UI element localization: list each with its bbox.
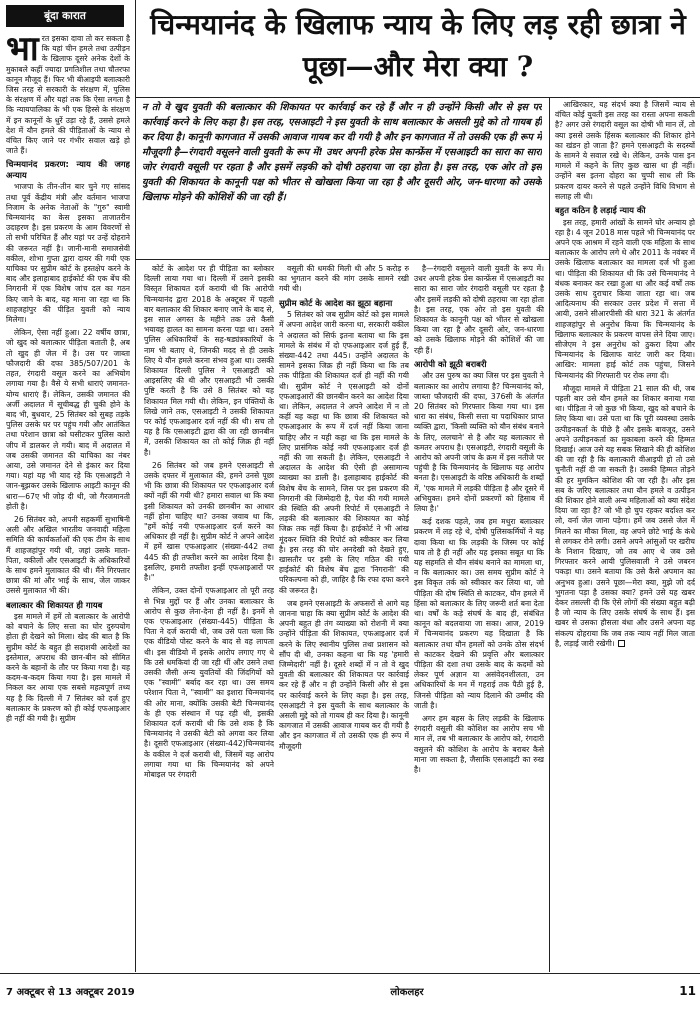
paragraph: इस मामले में हमें तो बलात्कार के आरोपी को बचाने के लिए सत्ता का घोर दुरुपयोग होता ही देखने को मिला। खेद की बात है कि सुप्रीम कोर्ट के बहुत ही सदाशयी आदेशों का इस्तेमाल, अपराध की छान-बीन को सीमित करने के बहानों के तौर पर किया गया है। यह कदम-ब-कदम किया गया है। इस मामले में निकल कर आया एक सबसे महत्वपूर्ण तथ्य यह है कि दिल्ली में 7 सितंबर को दर्ज हुए बलात्कार के प्रकरण को ही कोई एफआइआर ही नहीं की गयी है। सुप्रीम [6,612,130,724]
dropcap: भा [6,34,39,69]
paragraph: जब हमने एसआइटी के अफसरों से आगे यह जानना चाहा कि क्या सुप्रीम कोर्ट के आदेश की अपनी बहुत ही तंग व्याख्या को रोशनी में क्या उन्होंने पीड़िता की शिकायत, एफआइआर दर्ज करने के लिए स्थानीय पुलिस तथा प्रशासन को सौंप दी थी, उनका कहना था कि यह 'हमारी जिम्मेदारी' नहीं है। दूसरे शब्दों में न तो वे खुद युवती की बलात्कार की शिकायत पर कार्रवाई कर रहे हैं और न ही उन्होंने किसी और से इस पर कार्रवाई करने के लिए कहा है। इस तरह, एसआइटी ने इस युवती के साथ बलात्कार के असली मुद्दे को तो गायब ही कर दिया है। कानूनी कागजात में उसकी आवाज गायब कर दी गयी है और इन कागजात में तो उसकी एक ही रूप में मौजूदगी [279,598,409,751]
paragraph: आखिरकार, यह संदर्भ क्या है जिसमें न्याय से वंचित कोई युवती इस तरह का रास्ता अपना सकती है? अगर उसे रंगदारी वसूल का दोषी भी मान लें, तो क्या इससे उसके हिंसक बलात्कार की शिकार होने का खंडन हो जाता है? हमने एसआइटी के सदस्यों के सामने ये सवाल रखे थे। लेकिन, उनके पास इन मामले में कहने के लिए कुछ खास था ही नहीं। उन्होंने बस इतना दोहरा का चुप्पी साध ली कि प्रकरण दायर करने से पहले उन्होंने विधि विभाग से सलाह ली थी। [555,100,695,201]
page-number: 11 [679,984,696,998]
article-column-1 [144,264,274,970]
left-column [6,34,130,970]
divider-headline [135,97,700,98]
paragraph: इस तरह, हमारी आंखों के सामने घोर अन्याय हो रहा है। 4 जून 2018 मास पहले भी चिन्मयानंद पर अपने एक आश्रम में रहने वाली एक महिला के साथ बलात्कार के आरोप लगे थे और 2011 के नवंबर में उसके खिलाफ बलात्कार का मामला दर्ज भी हुआ था। पीड़िता की शिकायत थी कि उसे चिन्मयानंद ने बंधक बनाकर कर रखा हुआ था और कई वर्षों तक उसके साथ दुराचार किया जाता रहा था। जब आदित्यनाथ की सरकार उत्तर प्रदेश में सत्ता में आयी, उसने सीआरपीसी की धारा 321 के अंतर्गत शाहजहांपुर से अनुरोध किया कि चिन्मयानंद के खिलाफ बलात्कार के प्रकरण वापस लेने दिया जाए। सीजेएम ने इस अनुरोध को ठुकरा दिया और चिन्मयानंद के खिलाफ वारंट जारी कर दिया। आखिर: मामला हाई कोर्ट तक पहुंचा, जिसने चिन्मयानंद की गिरफ्तारी पर रोक लगा दी। [555,217,695,380]
intro-text: रत इसका दावा तो कर सकता है कि यहां चीन हमले तथा उत्पीड़न के खिलाफ दूसरे अनेक देशों के मुकाबले कहीं ज्यादा प्रगतिशील तथा चौतरफा कानून मौजूद हैं। फिर भी बीआइपी बलात्कारी जिस तरह से सरकारी के संरक्षण में, पुलिस के संरक्षण में और यहां तक कि ऐसा लगता है कि न्यायपालिका के भी एक हिस्से के संरक्षण में इन कानूनों के धुर्रे उड़ा रहे हैं, उससे हमले देश में यौन हमले की पीड़िताओं के न्याय से वंचित किए जाने पर गंभीर सवाल खड़े हो जाते हैं। [6,34,130,156]
subheading: बलात्कार की शिकायत ही गायब [6,599,103,610]
article-column-3 [414,264,544,970]
paragraph-text: मौजूदा मामले में पीड़िता 21 साल की थी, जब पहली बार उसे यौन हमले का शिकार बनाया गया था। पीड़िता ने जो कुछ भी किया, खुद को बचाने के लिए किया था। उसे पता था कि पूरी व्यवस्था उसके उत्पीड़नकर्ता के पीछे है और इसके बावजूद, उसने अपने उत्पीड़नकर्ता का मुकाबला करने की हिम्मत दिखाई। आज उसे यह सबक सिखाने की ही कोशिश की जा रही है कि बलात्कारी वीआइपी हो तो उसे चुनौती नहीं दी जा सकती है। उसकी हिम्मत तोड़ने की हर मुमकिन कोशिश की जा रही है। और इस सब के जरिए बलात्कार तथा यौन हमले व उत्पीड़न की शिकार होने वाली अन्य महिलाओं को क्या संदेश दिया जा रहा है? जो भी हो चुप रहकर बर्दाश्त कर लो, वर्ना जेल जाना पड़ेगा। हमें जब उससे जेल में मिलने का मौका मिला, वह अपने छोटे भाई के कंधे से लगकर रोने लगी। उसने अपने आंसुओं पर खरीच के निशान दिखाए, जो तब आए थे जब उसे गिरफ्तार करने आयी पुलिसवाली ने उसे जबरन पकड़ा था। उसने बताया कि उसे कैसे अपमान का अनुभव हुआ। उसने पूछा—मेरा क्या, मुझे जो दर्द भुगतना पड़ा है उसका क्या? हमने उसे यह खबर देकर तसल्ली दी कि ऐसे लोगों की संख्या बहुत बढ़ी है जो न्याय के लिए उसके संघर्ष के साथ हैं। इस खबर से उसका हौसला बंधा और उसने अपना यह संकल्प दोहराया कि जब तक न्याय नहीं मिल जाता है, लड़ाई जारी रखेगी। [555,383,695,648]
article-column-2 [279,264,409,970]
paragraph [555,384,695,649]
paragraph: वसूली की धमकी मिली थी और 5 करोड़ रु का भुगतान करने की मांग उसके सामने रखी गयी थी। [279,264,409,294]
divider-left [135,0,136,972]
paragraph: है—रंगदारी वसूलने वाली युवती के रूप में। उधर अपनी हरेक प्रेस कान्फ्रेंस में एसआइटी का सारा का सारा जोर रंगदारी वसूली पर रहता है और इसमें लड़की को दोषी ठहराया जा रहा होता है। इस तरह, एक ओर तो इस युवती की शिकायत के कानूनी पक्ष को भीतर से खोखला किया जा रहा है और दूसरी ओर, जन-धारणा को उसके खिलाफ मोड़ने की कोशिशें की जा रही हैं। [414,264,544,355]
standfirst: न तो वे खुद युवती की बलात्कार की शिकायत पर कार्रवाई कर रहे हैं और न ही उन्होंने किसी और से इस पर कार्रवाई करने के लिए कहा है। इस तरह, एसआइटी ने इस युवती के साथ बलात्कार के असली मुद्दे को तो गायब ही कर दिया है। कानूनी कागजात में उसकी आवाज गायब कर दी गयी है और इन कागजात में तो उसकी एक ही रूप में मौजूदगी है—रंगदारी वसूलने वाली युवती के रूप में! उधर अपनी हरेक प्रेस कान्फ्रेंस में एसआइटी का सारा का सारा जोर रंगदारी वसूली पर रहता है और इसमें लड़की को दोषी ठहराया जा रहा होता है। इस तरह, एक ओर तो इस युवती की शिकायत के कानूनी पक्ष को भीतर से खोखला किया जा रहा है और दूसरी ओर, जन-धारणा को उसके खिलाफ मोड़ने की कोशिशें की जा रही हैं। [142,102,542,203]
paragraph: लेकिन, उक्त दोनों एफआइआर तो पूरी तरह से भिन्न मुद्दों पर हैं और उनका बलात्कार के आरोप से कुछ लेना-देना ही नहीं है। इनमें से एक एफआइआर (संख्या-445) पीड़िता के पिता ने दर्ज करायी थी, जब उसे पता चला कि एक वीडियो पोस्ट करने के बाद से वह लापता थी। इस वीडियो में इसके आरोप लगाए गए थे कि उसे धमकियां दी जा रही थीं और उसने तथा उसकी जैसी अन्य युवतियों की जिंदगियों को एक "स्वामी" बर्बाद कर रहा था। उस समय परेशान पिता ने, "स्वामी" का इशारा चिन्मयानंद की ओर माना, क्योंकि उसकी बेटी चिन्मयानंद के ही एक संस्थान में पढ़ रही थी, इसकी शिकायत दर्ज करायी थी कि उसे शक है कि चिन्मयानंद ने उसकी बेटी को अगवा कर लिया है। दूसरी एफआइआर (संख्या-442)चिन्मयानंद के वकील ने दर्ज करायी थी, जिसमें यह आरोप लगाया गया था कि चिन्मयानंद को अपने मोबाइल पर रंगदारी [144,586,274,779]
intro-paragraph [6,34,130,156]
paragraph: भाजपा के तीन-तीन बार चुने गए सांसद तथा पूर्व केंद्रीय मंत्री और वर्तमान भाजपा निजाम के अनेक नेताओं के "गुरु" स्वामी चिन्मयानंद का केस इसका ताजातरीन उदाहरण है। इस प्रकरण के आम विवरणों से तो सभी परिचित हैं और यहां पर उन्हें दोहराने की जरूरत नहीं है। जानी-मानी समाजसेवी वकील, शोभा गुप्ता द्वारा दायर की गयी एक याचिका पर सुप्रीम कोर्ट के हस्तक्षेप करने के बाद और इलाहाबाद हाईकोर्ट की एक बेंच की निगरानी में एक विशेष जांच दल का गठन किए जाने के बाद, यह माना जा रहा था कि शाहजहांपुर की पीड़ित युवती को न्याय मिलेगा। [6,182,130,325]
paragraph: कई दशक पहले, जब हम मथुरा बलात्कार प्रकरण में लड़ रहे थे, दोषी पुलिसकर्मियों ने यह दावा किया था कि लड़की के जिस्म पर कोई घाव तो है ही नहीं और यह इसका सबूत था कि यह सहमति से यौन संबंध बनाने का मामला था, न कि बलात्कार का। उस समय सुप्रीम कोर्ट ने इस विकृत तर्क को स्वीकार कर लिया था, जो पीड़िता की दोष स्थिति से काटकर, यौन हमले में हिंसा को बलात्कार के लिए जरूरी शर्त बना देता था। वर्षों के कड़े संघर्ष के बाद ही, संबंधित कानून को बदलवाया जा सका। आज, 2019 में चिन्मयानंद प्रकरण यह दिखाता है कि बलात्कार तथा यौन हमलों को उनके ठोस संदर्भ से काटकर देखने की प्रवृत्ति और बलात्कार पीड़िता की दशा तथा उसके बाद के कदमों को लेकर पूर्ण अज्ञान या असंवेदनशीलता, उन अधिकारियों के मन में गहराई तक पैठी हुई है, जिनसे पीड़िता को न्याय दिलाने की उम्मीद की जाती है। [414,517,544,710]
divider-standfirst [135,259,549,260]
paragraph: 5 सितंबर को जब सुप्रीम कोर्ट को इस मामले में अपना आदेश जारी करना था, सरकारी वकील ने अदालत को सिर्फ इतना बताया था कि इस मामले के संबंध में दो एफआइआर दर्ज हुई हैं, संख्या-442 तथा 445। उन्होंने अदालत के सामने इसका जिक्र ही नहीं किया था कि तब तक पीड़िता की शिकायत दर्ज ही नहीं की गयी थी। सुप्रीम कोर्ट ने एसआइटी को दोनों एफआइआरों की छानबीन करने का आदेश दिया था। लेकिन, अदालत ने अपने आदेश में न तो कहीं यह कहा था कि छात्रा की शिकायत को एफआइआर के रूप में दर्ज नहीं किया जाना चाहिए और न यही कहा था कि इस मामले के लिए प्रासंगिक कोई नयी एफआइआर दर्ज ही नहीं की जा सकती है। लेकिन, एसआइटी ने अदालत के आदेश की ऐसी ही असामान्य व्याख्या का डाली है। इलाहाबाद हाईकोर्ट की विशेष बेंच के सामने, जिस पर इस प्रकरण की निगरानी की जिम्मेदारी है, पेश की गयी मामले की स्थिति की अपनी रिपोर्ट में एसआइटी ने लड़की की बलात्कार की शिकायत का कोई जिक्र तक नहीं किया है। हाईकोर्ट ने भी आंख मूंदकर स्थिति की रिपोर्ट को स्वीकार कर लिया है। इस तरह की घोर अनदेखी को देखते हुए, खासतौर पर इसी के लिए गठित की गयी हाईकोर्ट की विशेष बेंच द्वारा 'निगरानी' की परिकल्पना को ही, जाहिर है कि रफा दफा करने की जरूरत है। [279,310,409,595]
paragraph: 26 सितंबर को जब हमने एसआइटी से उसके दफ्तर में मुलाकात की, हमने उनसे पूछा भी कि छात्रा की शिकायत पर एफआइआर दर्ज क्यों नहीं की गयी थी? हमारा सवाल था कि क्या इसी शिकायत को उनकी छानबीन का आधार नहीं होना चाहिए था? उनका जवाब था कि, "हमें कोई नयी एफआइआर दर्ज करने का अधिकार ही नहीं है। सुप्रीम कोर्ट ने अपने आदेश में हमें खास एफआइआर (संख्या-442 तथा 445 की ही तफ्तीश करने का आदेश दिया है। इसलिए, हमारी तफ्तीश इन्हीं एफआइआरों पर है।" [144,460,274,583]
issue-date: 7 अक्टूबर से 13 अक्टूबर 2019 [6,987,135,998]
paragraph: लेकिन, ऐसा नहीं हुआ। 22 वर्षीय छात्रा, जो खुद को बलात्कार पीड़िता बताती है, अब तो खुद ही जेल में है। उस पर जाब्ता फौजदारी की दफा 385/507/201 के तहत, रंगदारी वसूल करने का अभियोग लगाया गया है। वैसे ये सभी धाराएं जमानत-योग्य धाराएं हैं। लेकिन, उसकी जमानत की अर्जी अदालत में सूचीबद्ध ही चुकी होने के बाद भी, बुधवार, 25 सितंबर को सुबह तड़के पुलिस उसके घर पर पहुंच गयी और आतंकित तथा परेशान छात्रा को घसीटकर पुलिस कारो जीप में डालकर ले गयी। बाद में अदालत में जब उसकी जमानत की याचिका का नंबर आया, उसे जमानत देने से इंकार कर दिया गया। यहां यह भी याद रहे कि एसआइटी ने जान-बूझकर उसके खिलाफ आइटी कानून की धारा—67ए भी जोड़ दी थी, जो गैरजमानती होती है। [6,328,130,511]
columnist-tag: बूंदा कारात [6,5,124,27]
headline: चिन्मयानंद के खिलाफ न्याय के लिए लड़ रही छात्रा ने पूछा—और मेरा क्या ? [150,8,686,83]
paragraph: कोर्ट के आदेश पर ही पीड़िता का ब्लोकार दिल्ली लाया गया था। दिल्ली में उसने इसकी विस्तृत शिकायत दर्ज करायी थी कि आरोपी चिन्मयानंद द्वारा 2018 के अक्टूबर में पहली बार बलात्कार की शिकार बनाए जाने के बाद से, इस साल अगस्त के महीने तक उसे कैसी भयावह हालत का सामना करना पड़ा था। उसने पुलिस अधिकारियों के सह-षड्यंत्रकारियों के नाम भी बताए थे, जिनकी मदद से ही उसके लिए ये यौन हमले करना संभव हुआ था। उसकी शिकायत दिल्ली पुलिस ने एसआइटी को आइसलिए की थी और एसआइटी भी उसकी पुष्टि करती है कि उसे 8 सितंबर को यह शिकायत मिल गयी थी। लेकिन, इन पंक्तियों के लिखे जाने तक, एसआइटी ने उसकी शिकायत पर कोई एफआइआर दर्ज नहीं की थी। सच तो यह है कि एसआइटी द्वारा की जा रही छानबीन में, उसकी शिकायत का तो कोई जिक्र ही नहीं है। [144,264,274,457]
paragraph: और उस पुरुष का क्या जिस पर इस युवती ने बलात्कार का आरोप लगाया है? चिन्मयानंद को, जाब्ता फौजदारी की दफा, 376सी के अंतर्गत 20 सितंबर को गिरफ्तार किया गया था। इस धारा का संबंध, किसी सत्ता या पदाधिकार प्राप्त व्यक्ति द्वारा, 'किसी व्यक्ति को यौन संबंध बनाने के लिए, ललचाने' से है और यह बलात्कार से कमतर अपराध है। एसआइटी, रंगदारी वसूली के आरोप को अपनी जांच के क्रम में इस नतीजे पर पहुंची है कि चिन्मयानंद के खिलाफ यह आरोप बनता है। एसआइटी के वरिष्ठ अधिकारी के शब्दों में, 'एक मामले में लड़की पीड़िता है और दूसरे में अभियुक्त। हमने दोनों प्रकरणों को हिसाब में लिया है।' [414,371,544,513]
subheading: चिन्मयानंद प्रकरण: न्याय की जगह अन्याय [6,159,130,180]
subheading: आरोपी को झूठी बराबरी [414,358,487,369]
divider-col3 [549,98,550,972]
page-footer [6,978,696,1004]
paragraph: 26 सितंबर को, अपनी सहकर्मी सुभाषिनी अली और अखिल भारतीय जनवादी महिला समिति की कार्यकर्ताओं की एक टीम के साथ मैं शाहजहांपुर गयी थी, जहां उसके माता-पिता, वकीलों और एसआइटी के अधिकारियों के साथ हमने मुलाकात की थी। मैंने गिरफ्तार छात्रा की मां और भाई के साथ, जेल जाकर उससे मुलाकात भी की। [6,514,130,596]
article-column-4 [555,100,695,970]
subheading: बहुत कठिन है लड़ाई न्याय की [555,205,646,216]
divider-footer [0,973,700,974]
subheading: सुप्रीम कोर्ट के आदेश का झूठा बहाना [279,297,393,308]
end-mark-icon [618,640,625,647]
paragraph: अगर हम बहस के लिए लड़की के खिलाफ रंगदारी वसूली की कोशिश का आरोप सच भी मान लें, तब भी बलात्कार के आरोप को, रंगदारी वसूलने की कोशिश के आरोप के बराबर कैसे माना जा सकता है, जैसाकि एसआइटी का रुख है। [414,714,544,775]
publication-name: लोकलहर [390,987,424,998]
